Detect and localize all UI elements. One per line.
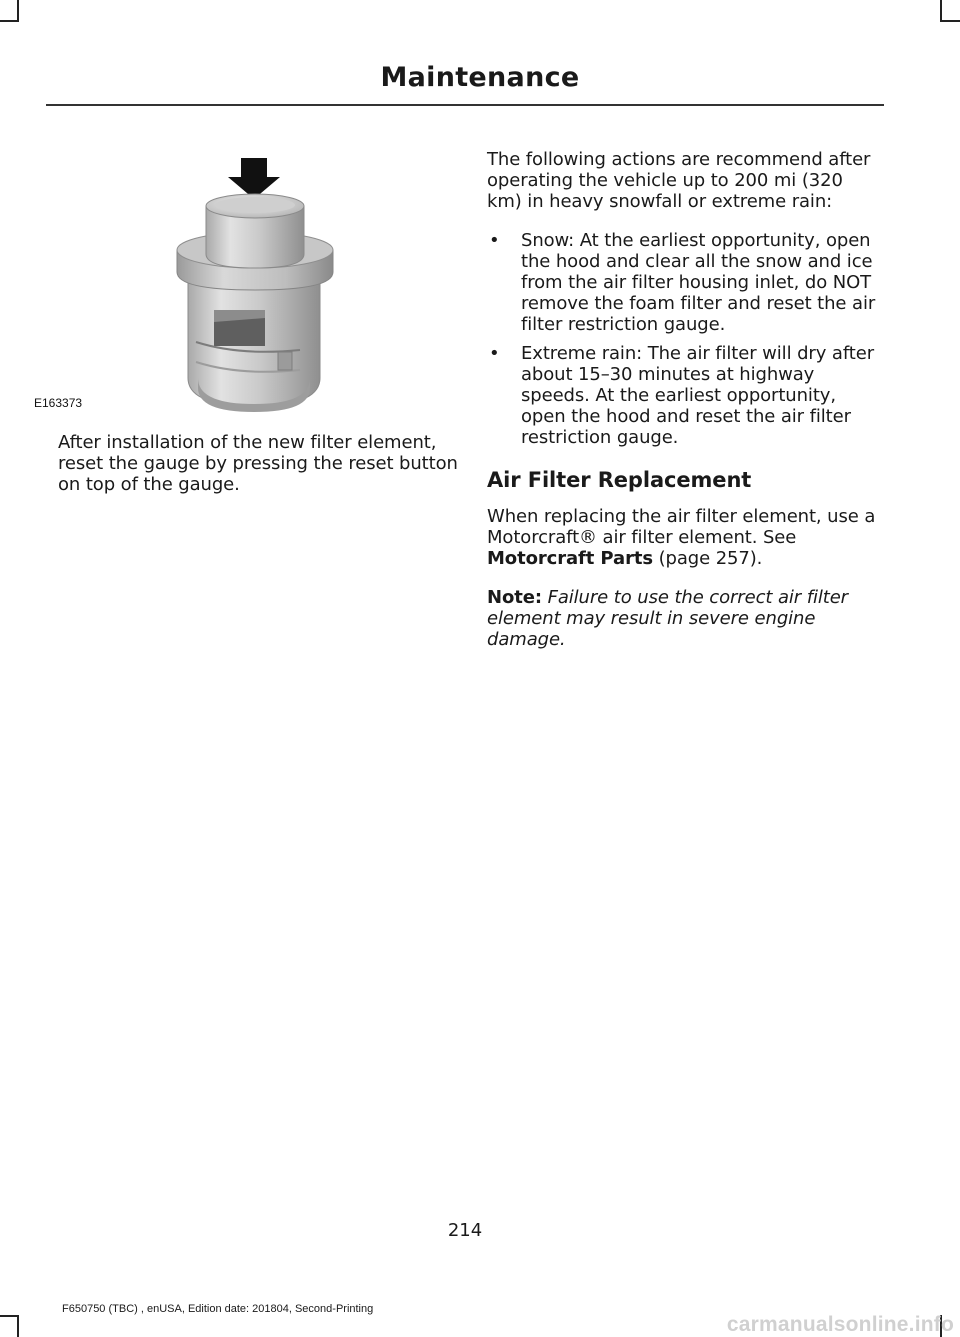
motorcraft-parts-link[interactable]: Motorcraft Parts [487, 548, 653, 569]
watermark: carmanualsonline.info [726, 1313, 954, 1336]
header-rule [46, 104, 884, 106]
weather-actions-list [487, 230, 882, 448]
replacement-text: When replacing the air filter element, use a Motorcraft® air filter element. See [487, 506, 876, 548]
figure-code: E163373 [34, 396, 83, 410]
page-reference: (page 257). [652, 548, 763, 569]
press-arrow-icon [228, 158, 280, 199]
replacement-paragraph [487, 506, 882, 569]
reset-instruction-paragraph: After installation of the new filter element, reset the gauge by pressing the reset button on top of the gauge. [58, 432, 458, 495]
crop-mark [940, 0, 942, 22]
note-paragraph [487, 587, 882, 650]
crop-mark [0, 1315, 19, 1317]
gauge-figure [30, 150, 450, 420]
list-item [487, 343, 882, 448]
right-column [487, 149, 882, 668]
list-item [487, 230, 882, 335]
page-title: Maintenance [380, 62, 580, 93]
note-label: Note: [487, 587, 542, 608]
bullet-text: Extreme rain: The air filter will dry after about 15–30 minutes at highway speeds. At the earliest opportunity, open the hood and reset the air filter restriction gauge. [521, 343, 874, 448]
crop-mark [0, 20, 19, 22]
page-number: 214 [447, 1220, 483, 1241]
section-heading: Air Filter Replacement [487, 468, 752, 492]
intro-paragraph: The following actions are recommend after operating the vehicle up to 200 mi (320 km) in heavy snowfall or extreme rain: [487, 149, 871, 212]
bullet-marker: • [489, 230, 500, 251]
note-text: Failure to use the correct air filter element may result in severe engine damage. [487, 587, 848, 650]
crop-mark [17, 0, 19, 22]
bullet-text: Snow: At the earliest opportunity, open the hood and clear all the snow and ice from the air filter housing inlet, do NOT remove the foam filter and reset the air filter restriction gauge. [521, 230, 876, 335]
edition-footer: F650750 (TBC) , enUSA, Edition date: 201804, Second-Printing [62, 1303, 374, 1315]
bullet-marker: • [489, 343, 500, 364]
air-filter-gauge-illustration [30, 150, 450, 420]
crop-mark [940, 20, 960, 22]
crop-mark [17, 1315, 19, 1337]
